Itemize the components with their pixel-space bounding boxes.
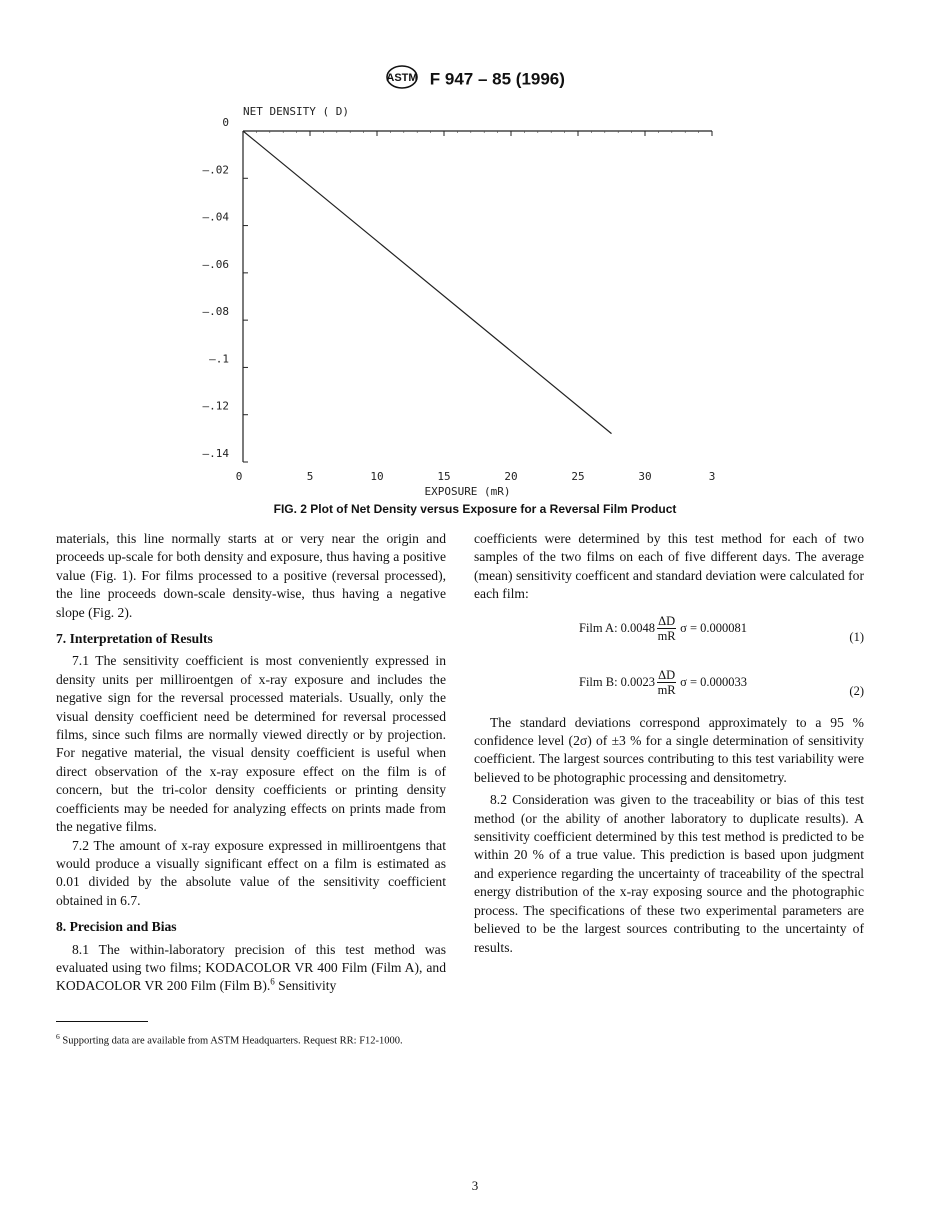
paragraph-7-2: 7.2 The amount of x-ray exposure expressed in milliroentgens that would produce a visually significant effect on a film is estimated as 0.01 divided by the absolute value of the sensitivity coefficient obtained in 6.7. <box>56 837 446 908</box>
footnote-divider <box>56 1021 148 1022</box>
x-tick-label: 15 <box>437 470 451 483</box>
y-tick-label: 0 <box>222 116 229 129</box>
footnote-text: Supporting data are available from ASTM Headquarters. Request RR: F12-1000. <box>62 1035 403 1047</box>
eq2-denominator: mR <box>657 682 676 697</box>
eq2-suffix: σ = 0.000033 <box>680 674 748 689</box>
x-tick-label: 10 <box>370 470 384 483</box>
paragraph-7-1: 7.1 The sensitivity coefficient is most conveniently expressed in density units per milliroentgen of x-ray exposure and includes the negative sign for the reversal processed materials. Usually, only the visual density coefficient need be determined for reversal processed films, since such films are normally viewed directly or by projection. For negative material, the visual density coefficient is useful when direct observation of the x-ray exposure effect on the film is of concern, but the tri-color density coefficients or printing density coefficients may be needed for analyzing effects on prints made from the negative films. <box>56 653 446 835</box>
figure-caption: FIG. 2 Plot of Net Density versus Exposure for a Reversal Film Product <box>273 502 677 516</box>
y-tick-label: –.06 <box>202 257 229 271</box>
paragraph-8-1-tail: Sensitivity <box>274 978 337 994</box>
x-tick-label: 30 <box>638 470 652 483</box>
x-tick-label: 0 <box>235 470 243 483</box>
footnote <box>56 1030 446 1049</box>
standard-designation: F 947 – 85 (1996) <box>429 69 565 89</box>
y-axis-title: NET DENSITY ( D) <box>243 105 349 118</box>
eq1-suffix: σ = 0.000081 <box>680 620 748 635</box>
left-column <box>56 530 446 996</box>
paragraph-8-2: 8.2 Consideration was given to the traceability or bias of this test method (or the ability of another laboratory to duplicate results). A sensitivity coefficient determined by this test method is predicted to be within 20 % of a true value. This prediction is based upon judgment and experience regarding the uncertainty of traceability of the spectral energy distribution of the x-ray exposing source and the photographic process. The specifications of these two experimental parameters are believed to be the largest sources contributing to the uncertainty of results. <box>474 792 864 955</box>
equation-2 <box>474 662 864 712</box>
eq1-prefix: Film A: 0.0048 <box>579 620 656 635</box>
eq1-fraction <box>657 614 676 643</box>
eq1-denominator: mR <box>657 628 676 643</box>
eq1-numerator: ΔD <box>658 613 676 628</box>
astm-logo-text: ASTM <box>386 72 418 84</box>
page-number: 3 <box>471 1178 479 1193</box>
eq2-fraction <box>657 668 676 697</box>
y-tick-label: –.14 <box>202 447 229 460</box>
paragraph-8-1-text: 8.1 The within-laboratory precision of this test method was evaluated using two films; KODACOLOR VR 400 Film (Film A), and KODACOLOR VR 200 Film (Film B). <box>56 941 446 994</box>
x-tick-label: 3 <box>708 470 716 483</box>
x-axis-title: EXPOSURE (mR) <box>424 485 511 498</box>
section-7-heading: 7. Interpretation of Results <box>56 631 213 647</box>
y-tick-label: –.1 <box>209 352 229 366</box>
y-tick-label: –.02 <box>202 163 229 177</box>
eq1-number: (1) <box>849 629 864 644</box>
section-8-heading: 8. Precision and Bias <box>56 919 177 935</box>
series-line <box>243 131 612 434</box>
eq2-numerator: ΔD <box>658 667 676 682</box>
y-tick-label: –.12 <box>202 399 229 413</box>
continued-paragraph: coefficients were determined by this test method for each of two samples of the two films on each of five different days. The average (mean) sensitivity coefficent and standard deviation were calculated for each film: <box>474 531 864 602</box>
x-tick-label: 25 <box>571 470 585 483</box>
y-tick-label: –.08 <box>202 305 229 319</box>
paragraph-8-1 <box>56 941 446 996</box>
x-tick-label: 5 <box>306 470 314 483</box>
right-column <box>474 530 864 957</box>
x-tick-label: 20 <box>504 470 518 483</box>
eq2-prefix: Film B: 0.0023 <box>579 674 656 689</box>
footnote-ref: 6 <box>270 976 275 987</box>
footnote-marker: 6 <box>56 1032 60 1041</box>
std-deviation-paragraph: The standard deviations correspond approximately to a 95 % confidence level (2σ) of ±3 % for a single determination of sensitivity coefficient. The largest sources contributing to this test variability were believed to be photographic processing and densitometry. <box>474 714 864 785</box>
equation-1 <box>474 608 864 658</box>
y-tick-label: –.04 <box>202 210 229 224</box>
eq2-number: (2) <box>849 683 864 698</box>
intro-paragraph: materials, this line normally starts at or very near the origin and proceeds up-scale for both density and exposure, thus having a positive value (Fig. 1). For films processed to a positive (reversal processed), the line proceeds down-scale density-wise, thus having a negative slope (Fig. 2). <box>56 531 446 620</box>
net-density-chart <box>0 0 950 510</box>
